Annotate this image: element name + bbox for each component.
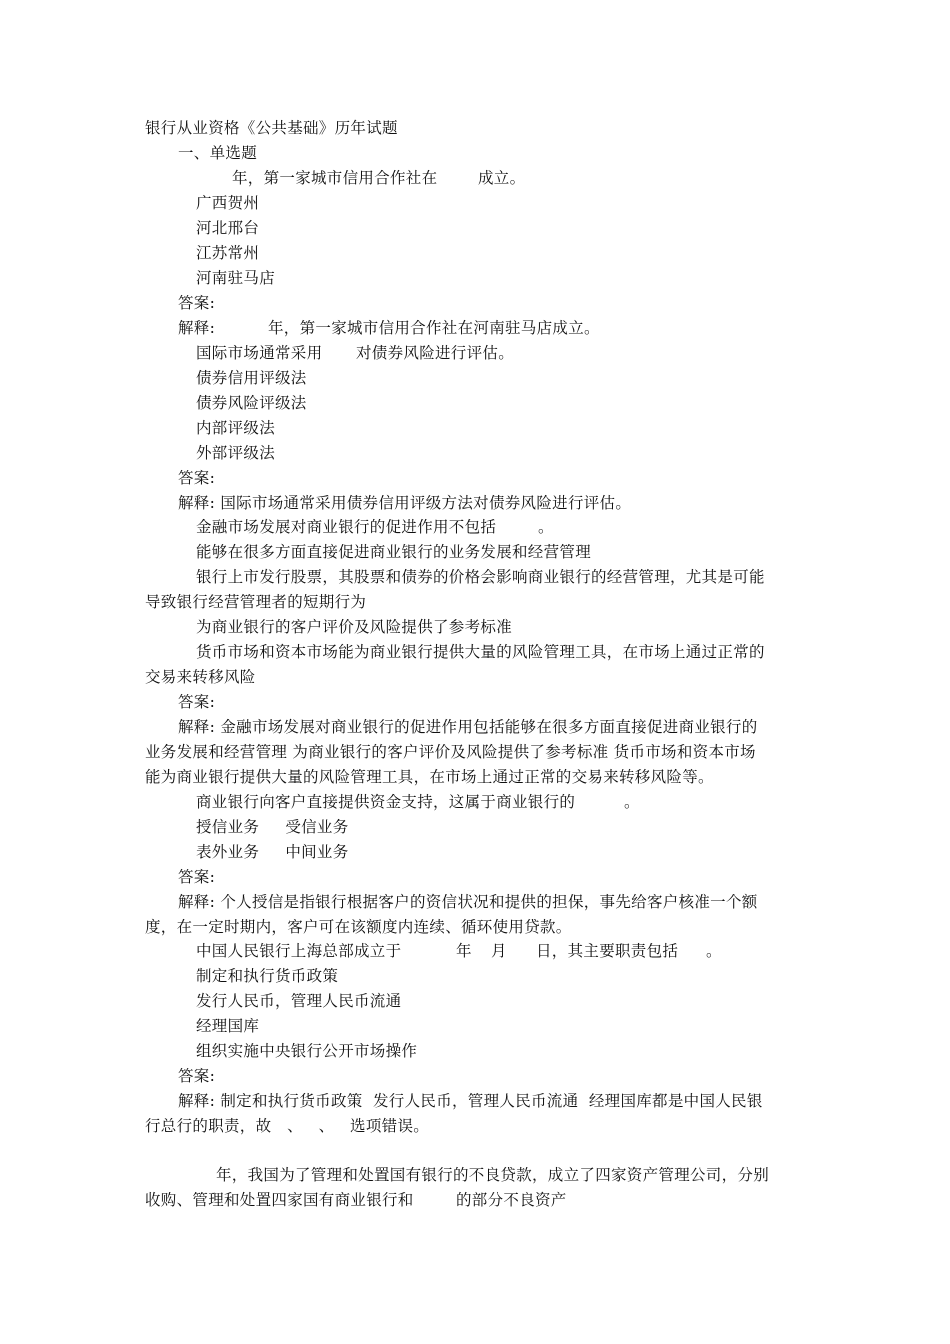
q2-explanation: 解释: 国际市场通常采用债券信用评级方法对债券风险进行评估。 (178, 494, 632, 512)
q3-explanation-line3: 能为商业银行提供大量的风险管理工具，在市场上通过正常的交易来转移风险等。 (145, 768, 714, 786)
q3-explanation-line1: 解释: 金融市场发展对商业银行的促进作用包括能够在很多方面直接促进商业银行的 (178, 718, 758, 736)
q3-option-d-line1: 货币市场和资本市场能为商业银行提供大量的风险管理工具，在市场上通过正常的 (196, 643, 765, 661)
q3-option-b-line2: 导致银行经营管理者的短期行为 (145, 593, 367, 611)
q2-option-a: 债券信用评级法 (196, 369, 307, 387)
q5-option-b: 发行人民币，管理人民币流通 (196, 992, 402, 1010)
q2-answer: 答案: (178, 469, 216, 487)
q1-explanation: 年，第一家城市信用合作社在河南驻马店成立。 (268, 319, 600, 337)
q2-stem: 国际市场通常采用 (196, 344, 323, 362)
q3-explanation-line2: 业务发展和经营管理 为商业银行的客户评价及风险提供了参考标准 货币市场和资本市场 (145, 743, 756, 761)
q6-stem-line2b: 的部分不良资产 (456, 1191, 567, 1209)
document-title: 银行从业资格《公共基础》历年试题 (145, 119, 398, 137)
q5-option-a: 制定和执行货币政策 (196, 967, 339, 985)
q6-stem-line1: 年，我国为了管理和处置国有银行的不良贷款，成立了四家资产管理公司，分别 (216, 1166, 770, 1184)
q4-options-row1: 授信业务 受信业务 (196, 818, 349, 836)
q3-option-a: 能够在很多方面直接促进商业银行的业务发展和经营管理 (196, 543, 592, 561)
q4-options-row2: 表外业务 中间业务 (196, 843, 349, 861)
q3-stem-tail: 。 (538, 518, 554, 536)
q4-answer: 答案: (178, 868, 216, 886)
q4-stem: 商业银行向客户直接提供资金支持，这属于商业银行的 (196, 793, 576, 811)
q5-stem-day: 日，其主要职责包括 (536, 942, 679, 960)
q5-stem-year: 年 (456, 942, 472, 960)
section-heading: 一、单选题 (178, 144, 258, 162)
q1-stem-tail: 成立。 (478, 169, 526, 187)
q1-explanation-label: 解释: (178, 319, 216, 337)
q4-stem-tail: 。 (624, 793, 640, 811)
q5-explanation-line1: 解释: 制定和执行货币政策 发行人民币，管理人民币流通 经理国库都是中国人民银 (178, 1092, 763, 1110)
q5-stem-month: 月 (491, 942, 507, 960)
q3-stem: 金融市场发展对商业银行的促进作用不包括 (196, 518, 497, 536)
q5-stem-tail: 。 (706, 942, 722, 960)
q1-stem: 年，第一家城市信用合作社在 (232, 169, 438, 187)
q5-explanation-line2: 行总行的职责，故 、 、 选项错误。 (145, 1117, 430, 1135)
q3-option-b-line1: 银行上市发行股票，其股票和债券的价格会影响商业银行的经营管理，尤其是可能 (196, 568, 765, 586)
q1-answer: 答案: (178, 294, 216, 312)
q3-answer: 答案: (178, 693, 216, 711)
q5-option-d: 组织实施中央银行公开市场操作 (196, 1042, 418, 1060)
q3-option-d-line2: 交易来转移风险 (145, 668, 256, 686)
q1-option-c: 江苏常州 (196, 244, 260, 262)
q2-stem-tail: 对债券风险进行评估。 (356, 344, 515, 362)
q6-stem-line2a: 收购、管理和处置四家国有商业银行和 (145, 1191, 414, 1209)
q4-explanation-line2: 度，在一定时期内，客户可在该额度内连续、循环使用贷款。 (145, 918, 572, 936)
q1-option-d: 河南驻马店 (196, 269, 276, 287)
q5-option-c: 经理国库 (196, 1017, 260, 1035)
q5-answer: 答案: (178, 1067, 216, 1085)
q2-option-c: 内部评级法 (196, 419, 276, 437)
q4-explanation-line1: 解释: 个人授信是指银行根据客户的资信状况和提供的担保，事先给客户核准一个额 (178, 893, 758, 911)
q3-option-c: 为商业银行的客户评价及风险提供了参考标准 (196, 618, 513, 636)
q2-option-d: 外部评级法 (196, 444, 276, 462)
q2-option-b: 债券风险评级法 (196, 394, 307, 412)
q5-stem: 中国人民银行上海总部成立于 (196, 942, 402, 960)
q1-option-a: 广西贺州 (196, 194, 260, 212)
q1-option-b: 河北邢台 (196, 219, 260, 237)
